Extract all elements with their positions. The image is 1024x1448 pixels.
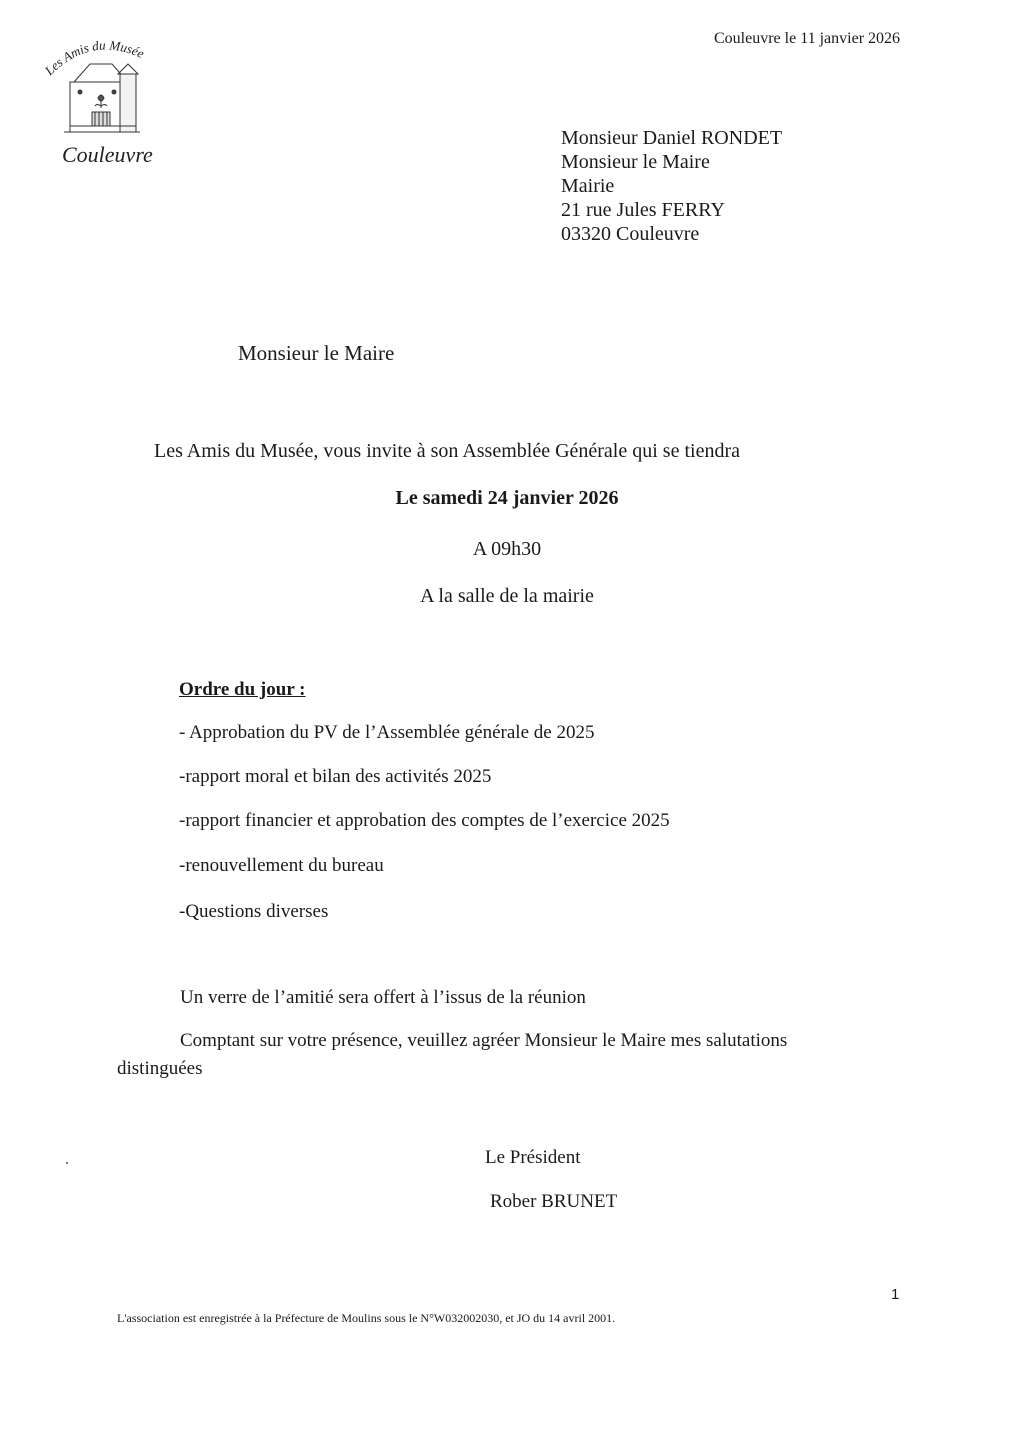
svg-text:Les Amis du Musée <box>41 37 147 78</box>
recipient-line: 21 rue Jules FERRY <box>561 199 725 221</box>
logo-town-name: Couleuvre <box>62 142 153 167</box>
agenda-item: -rapport moral et bilan des activités 2025 <box>179 766 492 787</box>
agenda-item: -renouvellement du bureau <box>179 855 384 876</box>
signatory-name: Rober BRUNET <box>490 1191 618 1212</box>
recipient-line: Monsieur le Maire <box>561 151 710 173</box>
page-number: 1 <box>891 1286 900 1303</box>
scan-speck <box>66 1162 68 1164</box>
agenda-item: -rapport financier et approbation des comptes de l’exercice 2025 <box>179 810 670 831</box>
association-logo <box>40 34 160 174</box>
signatory-title: Le Président <box>485 1147 581 1168</box>
agenda-item: - Approbation du PV de l’Assemblée générale de 2025 <box>179 722 595 743</box>
meeting-time: A 09h30 <box>472 538 542 560</box>
invitation-text: Les Amis du Musée, vous invite à son Assemblée Générale qui se tiendra <box>154 440 740 462</box>
closing-text: Comptant sur votre présence, veuillez agréer Monsieur le Maire mes salutations <box>180 1030 788 1051</box>
meeting-place: A la salle de la mairie <box>420 585 594 607</box>
letter-date: Couleuvre le 11 janvier 2026 <box>714 30 901 47</box>
recipient-line: 03320 Couleuvre <box>561 223 700 245</box>
agenda-item: -Questions diverses <box>179 901 329 922</box>
logo-arc-text: Les Amis du Musée <box>41 37 147 79</box>
salutation: Monsieur le Maire <box>238 341 395 365</box>
meeting-date: Le samedi 24 janvier 2026 <box>395 487 619 509</box>
recipient-line: Monsieur Daniel RONDET <box>561 127 783 149</box>
museum-house-logo-icon <box>40 34 160 144</box>
closing-text: Un verre de l’amitié sera offert à l’issus de la réunion <box>180 987 586 1008</box>
agenda-title: Ordre du jour : <box>179 679 306 700</box>
footer-registration-note: L'association est enregistrée à la Préfecture de Moulins sous le N°W032002030, et JO du 14 avril 2001. <box>117 1311 616 1325</box>
recipient-line: Mairie <box>561 175 615 197</box>
closing-text: distinguées <box>117 1058 203 1079</box>
